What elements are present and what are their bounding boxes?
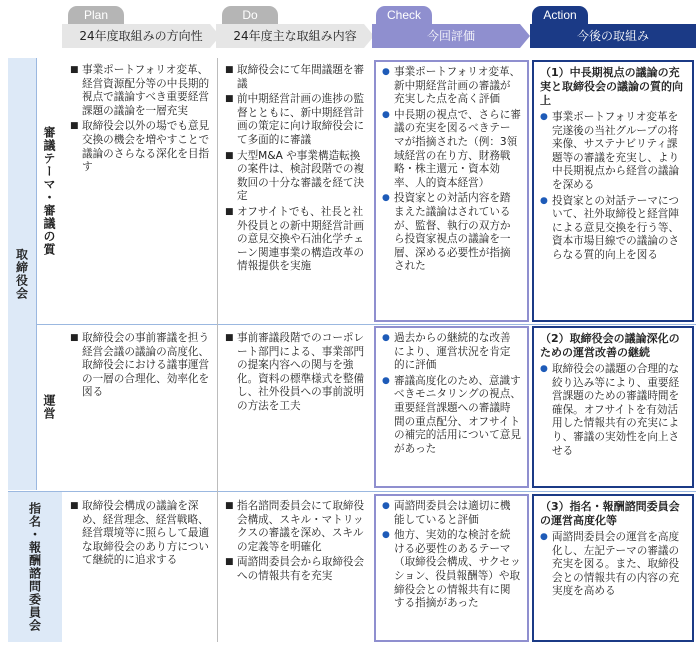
plan-header — [62, 24, 220, 48]
row-label-operation — [36, 324, 62, 490]
check-header-title: 今回評価 — [426, 29, 475, 43]
list-item: ● 両諮問委員会は適切に機能していると評価 — [382, 500, 521, 527]
operation-action-heading: （2）取締役会の議論深化のための運営改善の継続 — [540, 332, 680, 359]
list-item: ● 投資家との対話内容を踏まえた議論はされているが、監督、執行の双方から投資家視点の議論を一層、深める必要性が指摘された — [382, 192, 521, 274]
row-label-theme-text: 審議テーマ・審議の質 — [42, 126, 56, 256]
row-label-board — [8, 58, 36, 490]
list-item: ■ 取締役会以外の場でも意見交換の機会を増やすことで議論のさらなる深化を目指す — [70, 120, 210, 174]
list-item: ■ 大型M&A や事業構造転換の案件は、検討段階での複数回の十分な審議を経て決定 — [225, 150, 365, 204]
separator-board-committee — [8, 491, 696, 492]
do-header — [216, 24, 374, 48]
row-label-operation-text: 運営 — [42, 394, 56, 420]
list-item: ● 過去からの継続的な改善により、運営状況を肯定的に評価 — [382, 332, 521, 373]
plan-header-title: 24年度取組みの方向性 — [79, 29, 203, 43]
theme-plan-cell — [64, 60, 216, 322]
do-tag: Do — [222, 6, 278, 24]
theme-do-cell — [219, 60, 371, 322]
list-item: ● 他方、実効的な検討を続ける必要性のあるテーマ（取締役会構成、サクセッション、役員報酬等）や取締役会との情報共有に関する指摘があった — [382, 529, 521, 611]
theme-action-cell — [532, 60, 694, 322]
row-label-theme — [36, 58, 62, 324]
list-item: ■ 指名諮問委員会にて取締役会構成、スキル・マトリックスの審議を深め、スキルの定義等を明確化 — [225, 500, 365, 554]
list-item: ● 投資家との対話テーマについて、社外取締役と経営陣による意見交換を行う等、資本市場目線での議論のさらなる質的向上を図る — [540, 195, 686, 263]
list-item: ■ オフサイトでも、社長と社外役員との新中期経営計画の意見交換や石油化学チェーン関連事業の構造改革の情報提供を実施 — [225, 206, 365, 274]
list-item: ● 中長期の視点で、さらに審議の充実を図るべきテーマが指摘された（例：3領域経営の在り方、財務戦略・株主還元・資本効率、人的資本経営） — [382, 109, 521, 191]
list-item: ● 事業ポートフォリオ変革、新中期経営計画の審議が充実した点を高く評価 — [382, 66, 521, 107]
check-header — [372, 24, 530, 48]
separator-theme-operation — [36, 324, 696, 325]
operation-do-cell — [219, 328, 371, 488]
list-item: ■ 取締役会にて年間議題を審議 — [225, 64, 365, 91]
list-item: ■ 事業ポートフォリオ変革、経営資源配分等の中長期的視点で議論すべき重要経営課題の議論を一層充実 — [70, 64, 210, 118]
action-tag: Action — [532, 6, 588, 24]
check-tag: Check — [376, 6, 432, 24]
list-item: ■ 事前審議段階でのコーポレート部門による、事業部門の提案内容への関与を強化。資料の標準様式を整備し、社外役員への事前説明の方法を工夫 — [225, 332, 365, 414]
list-item: ● 両諮問委員会の運営を高度化し、左記テーマの審議の充実を図る。また、取締役会との情報共有の内容の充実度を高める — [540, 531, 686, 599]
list-item: ■ 前中期経営計画の進捗の監督とともに、新中期経営計画の策定に向け取締役会にて多面的に審議 — [225, 93, 365, 147]
operation-check-cell — [374, 326, 529, 488]
list-item: ● 取締役会の議題の合理的な絞り込み等により、重要経営課題のための審議時間を確保。オフサイトを有効活用した情報共有の充実により、審議の実効性を向上させる — [540, 363, 686, 458]
list-item: ● 審議高度化のため、意識すべきモニタリングの視点、重要経営課題への審議時間の重点配分、オフサイトの補完的活用について意見があった — [382, 375, 521, 457]
committee-check-cell — [374, 494, 529, 642]
list-item: ■ 取締役会構成の議論を深め、経営理念、経営戦略、経営環境等に照らして最適な取締役会のあり方について継続的に追求する — [70, 500, 210, 568]
list-item: ● 事業ポートフォリオ変革を完遂後の当社グループの将来像、サステナビリティ課題等の審議を充実し、より中長期視点から経営の議論を深める — [540, 111, 686, 193]
committee-action-heading: （3）指名・報酬諮問委員会の運営高度化等 — [540, 500, 680, 527]
committee-do-cell — [219, 496, 371, 642]
committee-action-cell — [532, 494, 694, 642]
operation-action-cell — [532, 326, 694, 488]
list-item: ■ 両諮問委員会から取締役会への情報共有を充実 — [225, 556, 365, 583]
theme-check-cell — [374, 60, 529, 322]
row-label-committee — [8, 492, 62, 642]
theme-action-heading: （1）中長期視点の議論の充実と取締役会の議論の質的向上 — [540, 66, 683, 107]
separator-plan-do — [217, 58, 218, 642]
do-header-title: 24年度主な取組み内容 — [233, 29, 357, 43]
plan-tag: Plan — [68, 6, 124, 24]
list-item: ■ 取締役会の事前審議を担う経営会議の議論の高度化、取締役会における議事運営の一層の合理化、効率化を図る — [70, 332, 210, 400]
row-label-board-text: 取締役会 — [14, 248, 29, 300]
row-label-committee-text: 指名・報酬諮問委員会 — [27, 502, 42, 632]
action-header-title: 今後の取組み — [576, 29, 649, 43]
action-header — [530, 24, 696, 48]
committee-plan-cell — [64, 496, 216, 642]
operation-plan-cell — [64, 328, 216, 488]
